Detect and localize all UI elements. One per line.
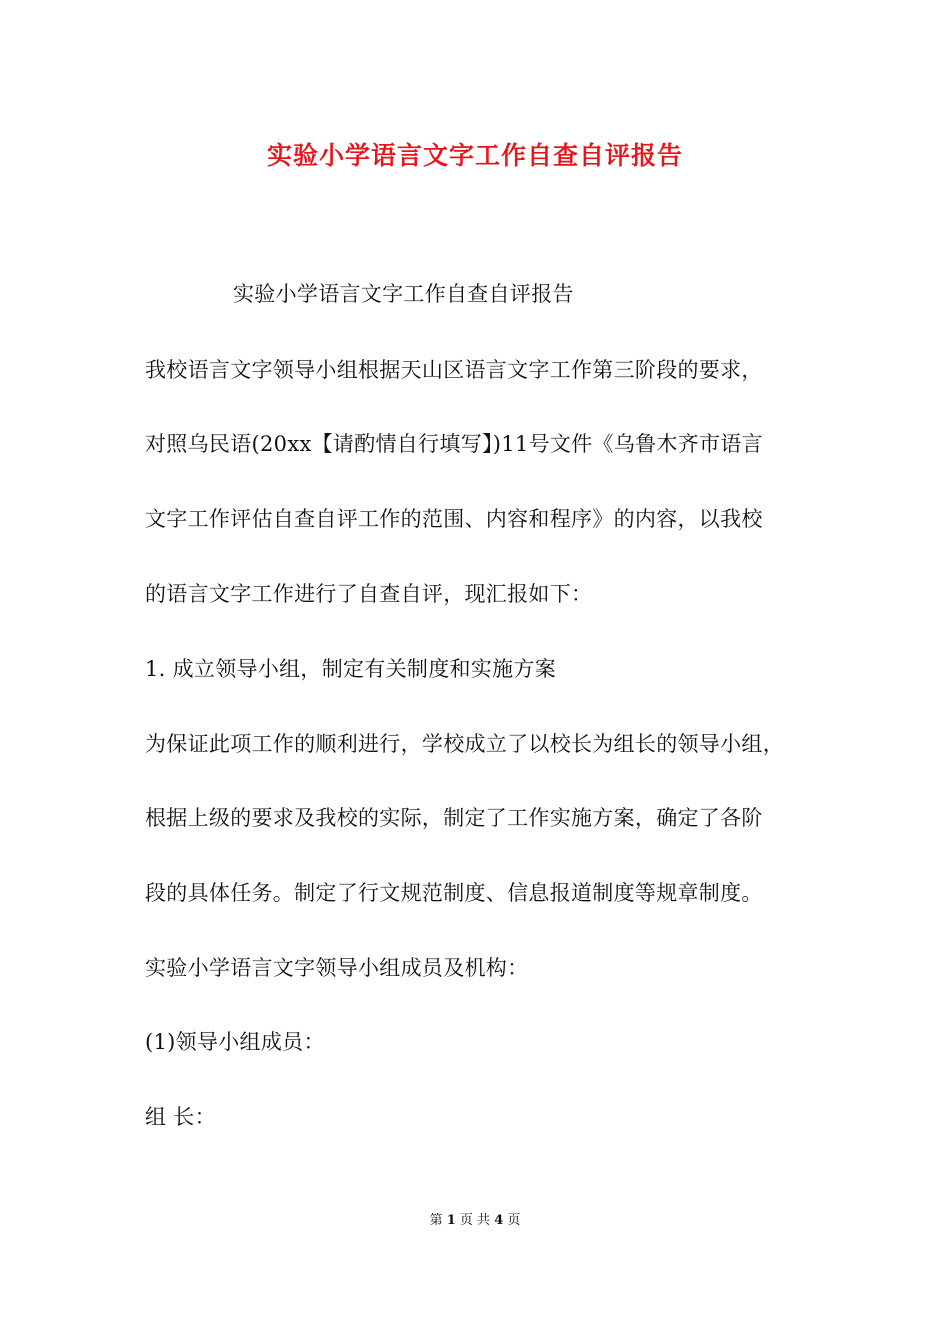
body-line: 我校语言文字领导小组根据天山区语言文字工作第三阶段的要求， <box>145 358 763 382</box>
footer-suffix: 页 <box>507 1213 521 1228</box>
footer-mid: 页 共 <box>459 1213 491 1228</box>
body-line: 段的具体任务。制定了行文规范制度、信息报道制度等规章制度。 <box>145 881 763 905</box>
body-line: 实验小学语言文字领导小组成员及机构： <box>145 956 529 980</box>
footer-prefix: 第 <box>429 1213 443 1228</box>
document-title: 实验小学语言文字工作自查自评报告 <box>266 141 683 170</box>
page-footer <box>0 1209 950 1228</box>
body-line: 根据上级的要求及我校的实际，制定了工作实施方案，确定了各阶 <box>145 806 763 830</box>
body-line: 为保证此项工作的顺利进行，学校成立了以校长为组长的领导小组， <box>145 732 784 756</box>
document-subtitle: 实验小学语言文字工作自查自评报告 <box>233 282 574 306</box>
body-line: (1)领导小组成员： <box>145 1030 325 1054</box>
body-line: 对照乌民语(20xx【请酌情自行填写】)11号文件《乌鲁木齐市语言 <box>145 432 763 456</box>
body-line: 的语言文字工作进行了自查自评，现汇报如下： <box>145 582 593 606</box>
body-line: 文字工作评估自查自评工作的范围、内容和程序》的内容，以我校 <box>145 507 763 531</box>
body-line: 组 长： <box>145 1105 216 1129</box>
footer-current-page: 1 <box>446 1213 456 1228</box>
footer-total-pages: 4 <box>494 1213 504 1228</box>
section-heading: 1. 成立领导小组，制定有关制度和实施方案 <box>145 657 557 681</box>
